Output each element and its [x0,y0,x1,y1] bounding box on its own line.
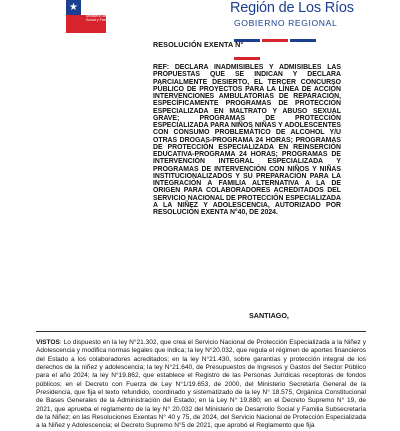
star-icon: ★ [69,2,78,13]
region-logo-subtitle: GOBIERNO REGIONAL [234,18,338,28]
resolution-title: RESOLUCIÓN EXENTA N° [153,40,244,49]
region-color-bar [234,29,344,32]
ministry-name: Ministerio de Desarrollo Social y Familia [86,14,124,23]
flag-white-band [81,0,106,15]
divider [36,331,366,332]
place-date: SANTIAGO, [249,311,289,320]
reference-block: REF: DECLARA INADMISIBLES Y ADMISIBLES LAS PROPUESTAS QUE SE INDICAN Y DECLARA PARCIALMENTE DESIERTO, EL TERCER CONCURSO PÚBLICO DE PROYECTOS PARA LA LÍNEA DE ACCIÓN INTERVENCIONES AMBULATORIAS DE REPARACIÓN, ESPECÍFICAMENTE PROGRAMAS DE PROTECCIÓN ESPECIALIZADA EN MALTRATO Y ABUSO SEXUAL GRAVE; PROGRAMAS DE PROTECCIÓN ESPECIALIZADA PARA NIÑOS NIÑAS Y ADOLESCENTES CON CONSUMO PROBLEMÁTICO DE ALCOHOL Y/U OTRAS DROGAS-PROGRAMA 24 HORAS; PROGRAMAS DE PROTECCIÓN ESPECIALIZADA EN REINSERCIÓN EDUCATIVA-PROGRAMA 24 HORAS; PROGRAMAS DE INTERVENCIÓN INTEGRAL ESPECIALIZADA Y PROGRAMAS DE INTERVENCIÓN CON NIÑOS Y NIÑAS INSTITUCIONALIZADOS Y SU PREPARACIÓN PARA LA INTEGRACIÓN A FAMILIA ALTERNATIVA A LA DE ORIGEN PARA COLABORADORES ACREDITADOS DEL SERVICIO NACIONAL DE PROTECCIÓN ESPECIALIZADA A LA NIÑEZ Y ADOLESCENCIA, AUTORIZADO POR RESOLUCIÓN EXENTA N°40, DE 2024. [153,64,341,216]
flag-blue-square [66,0,81,15]
vistos-text: : Lo dispuesto en la ley N°21.302, que crea el Servicio Nacional de Protección Especializada a la Niñez y Adolescencia y modifica normas legales que indica; la ley N°20.032, que regula el régimen de aportes financieros del Estado a los colaboradores acreditados; en la ley N°21.430, sobre garantías y protección integral de los derechos de la niñez y adolescencia; la ley N°21.640, de Presupuestos de Ingresos y Gastos del Sector Público para el año 2024; la ley N°19.862, que establece el Registro de las Personas Jurídicas receptoras de fondos públicos; en el Decreto con Fuerza de Ley N°1/19.653, de 2000, del Ministerio Secretaría General de la Presidencia, que fija el texto refundido, coordinado y sistematizado de la ley N° 18.575, Orgánica Constitucional de Bases Generales de la Administración del Estado; en la Ley N° 19.880; en el Decreto Supremo N° 19, de 2021, que aprueba el reglamento de la ley N° 20.032 del Ministerio de Desarrollo Social y Familia Subsecretaría de la Niñez; en las Resoluciones Exentas N° 40 y 75, de 2024, del Servicio Nacional de Protección Especializada a la Niñez y Adolescencia; el Decreto Supremo N°5 de 2021, que aprobó el Reglamento que fija [36,339,366,430]
vistos-paragraph [36,339,366,431]
vistos-label: VISTOS [36,339,60,346]
region-logo-title: Región de Los Ríos [230,0,354,16]
